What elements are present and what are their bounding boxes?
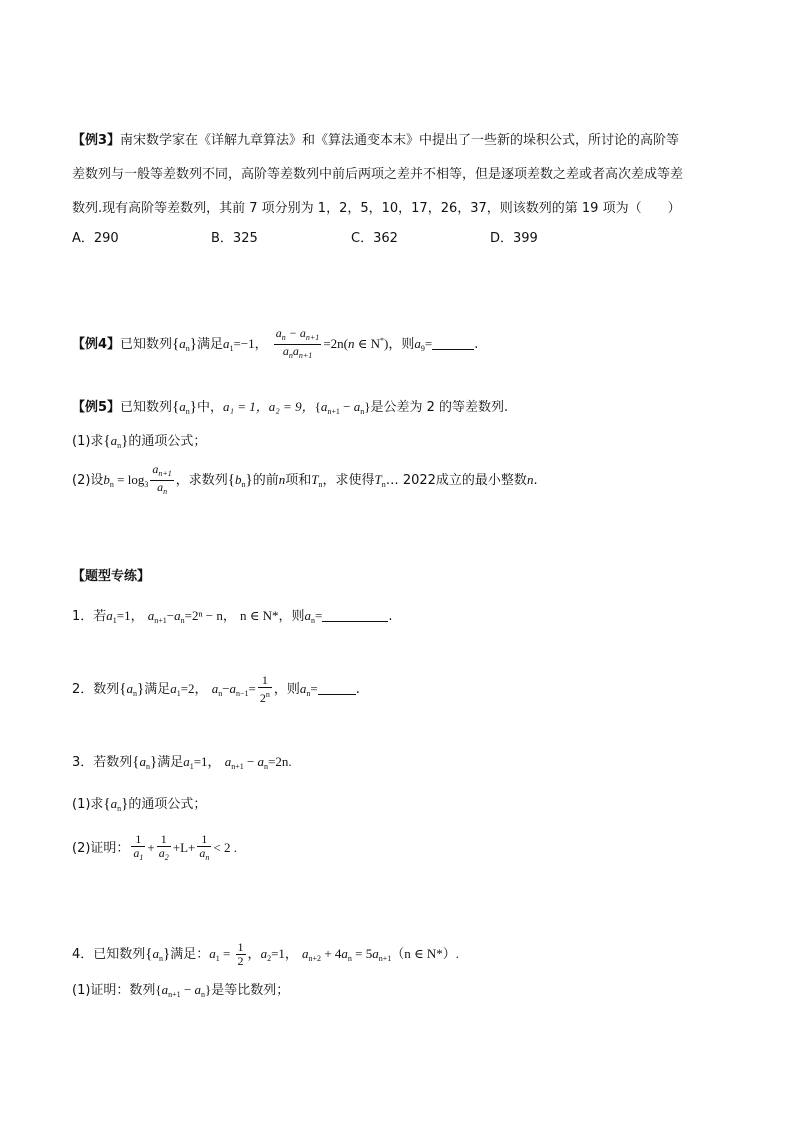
p3-line-1: 3．若数列$\{a_n\}$满足$a_1=1$， $a_{n+1} - a_n=2n$. [72,754,292,771]
ex5-text: ，求使得 [322,473,375,488]
option-a: A．290 [72,231,119,246]
ex3-line-2: 差数列与一般等差数列不同，高阶等差数列中前后两项之差并不相等，但是逐项差数之差或者高次差成等差 [72,167,684,182]
ex5-line-3: (2)设$b_n = \log_3$ $\frac{a_{n+1}}{a_n}$ ，求数列$\{b_n\}$的前n项和$T_n$，求使得$T_n\dots$ 2022成立的最小整数n. [72,462,538,496]
p1-num: 1．若 [72,609,107,624]
ex3-options [72,229,734,249]
ex5-q1-text: 的通项公式； [128,434,207,449]
p4-math: =1， [271,946,298,961]
ex3-line-3: 数列.现有高阶等差数列，其前 7 项分别为 1，2，5，10，17，26，37，则该数列的第 19 项为（ ） [72,201,681,216]
p3-text: 满足 [157,755,184,770]
ex5-text: 已知数列 [120,400,173,415]
p1-math: n ∈ N*，则 [240,608,305,623]
p3-math: < 2 . [213,840,237,855]
answer-blank[interactable] [322,609,388,622]
ex5-text: 是公差为 2 的等差数列. [370,400,509,415]
example-4: 【例4】已知数列$\{a_n\}$满足$a_1=-1$， $\frac{a_n - a_{n+1}}{a_na_{n+1}}$ =2n(n ∈ N*)，则$a_9=$ . [72,326,479,360]
ex4-text: 已知数列 [120,337,173,352]
ex5-math: a₂ = 9， [268,399,315,414]
ex4-text: ，则 [388,337,415,352]
p3-fraction-3: $\frac{1}{a_n}$ [199,832,210,862]
ex5-text: 的前 [252,473,279,488]
section-title: 【题型专练】 [72,569,151,584]
ex5-tag: 【例5】 [72,400,121,415]
ex4-period: . [474,337,479,352]
option-d: D．399 [490,231,538,246]
p4-fraction: $\frac{1}{2}$ [237,940,244,968]
p2-math: = [248,681,256,696]
p2-fraction: $\frac{1}{2^n}$ [259,673,270,705]
p2-num: 2．数列 [72,682,120,697]
p2-text: 满足 [144,682,171,697]
ex5-text: … 2022成立的最小整数 [385,473,527,488]
p1-math: = [315,608,323,623]
p4-math: ， [247,946,261,961]
ex5-line-2: (1)求$\{a_n\}$的通项公式； [72,433,207,450]
ex3-tag: 【例3】 [72,133,121,148]
ex4-tag: 【例4】 [72,337,121,352]
p4-line-1: 4．已知数列$\{a_n\}$满足：$a_1$ = $\frac{1}{2}$ ，$a_2=1$， $a_{n+2} + 4a_n = 5a_{n+1}(n$ ∈ N*）. [72,940,460,968]
p2-math: =2， [180,681,208,696]
ex4-math: =2n [323,336,344,351]
ex5-math: a₁ = 1， [222,399,269,414]
p4-text: 满足： [170,947,210,962]
p3-num: 3．若数列 [72,755,133,770]
p3-line-2: (1)求$\{a_n\}$的通项公式； [72,796,207,813]
p1-period: . [388,609,393,624]
ex5-q1: (1)求 [72,434,104,449]
ex5-text: 项和 [285,473,312,488]
ex4-text: 满足 [196,337,223,352]
ex3-line-1 [72,131,734,151]
p3-math: =1， [193,754,221,769]
ex5-line-1: 【例5】已知数列$\{a_n\}$中，a₁ = 1，a₂ = 9，$\{a_{n+1} - a_n\}$是公差为 2 的等差数列. [72,399,509,416]
p1-math: =1， [116,608,144,623]
ex5-fraction: $\frac{a_{n+1}}{a_n}$ [152,462,172,496]
ex5-text: ，求数列 [175,473,228,488]
option-b: B．325 [211,231,258,246]
ex4-fraction: $\frac{a_n - a_{n+1}}{a_na_{n+1}}$ [275,326,320,360]
option-c: C．362 [351,231,398,246]
p3-line-3: (2)证明： $\frac{1}{a_1}$ + $\frac{1}{a_2}$ +L+ $\frac{1}{a_n}$ < 2 . [72,832,237,862]
p3-math: +L+ [172,840,196,855]
ex4-math: =−1， [233,336,268,351]
ex3-text-1: 南宋数学家在《详解九章算法》和《算法通变本末》中提出了一些新的垛积公式，所讨论的高阶等 [120,133,680,148]
ex5-text: 中， [196,400,223,415]
p2-text: ，则 [273,682,300,697]
p2-period: . [355,682,360,697]
p4-line-2: (1)证明：数列$\{a_{n+1} - a_n\}$是等比数列； [72,982,290,999]
problem-1: 1．若$a_1=1$， $a_{n+1}-a_n=2^n - n$， n ∈ N*，则$a_n=$ . [72,608,393,625]
answer-blank[interactable] [432,337,474,350]
p3-fraction-1: $\frac{1}{a_1}$ [133,832,144,862]
p1-math: =2ⁿ − n， [184,608,236,623]
p4-math: （n ∈ N*）. [391,946,460,961]
p4-q1-text: 是等比数列； [211,983,290,998]
p4-num: 4．已知数列 [72,947,146,962]
p2-math: − [222,681,230,696]
problem-2: 2．数列$\{a_n\}$满足$a_1=2$， $a_n-a_{n-1}=$ $\frac{1}{2^n}$ ，则$a_n=$ . [72,673,360,705]
answer-blank[interactable] [318,682,356,695]
ex5-text: . [533,473,538,488]
p4-q1: (1)证明：数列 [72,983,156,998]
p3-q2: (2)证明： [72,841,130,856]
p3-math: =2n. [268,754,292,769]
ex4-math: = [424,336,433,351]
p1-math: − [166,608,175,623]
p3-fraction-2: $\frac{1}{a_2}$ [158,832,169,862]
p3-q1-text: 的通项公式； [128,797,207,812]
p3-q1: (1)求 [72,797,104,812]
p2-math: = [310,681,318,696]
ex5-q2: (2)设 [72,473,104,488]
